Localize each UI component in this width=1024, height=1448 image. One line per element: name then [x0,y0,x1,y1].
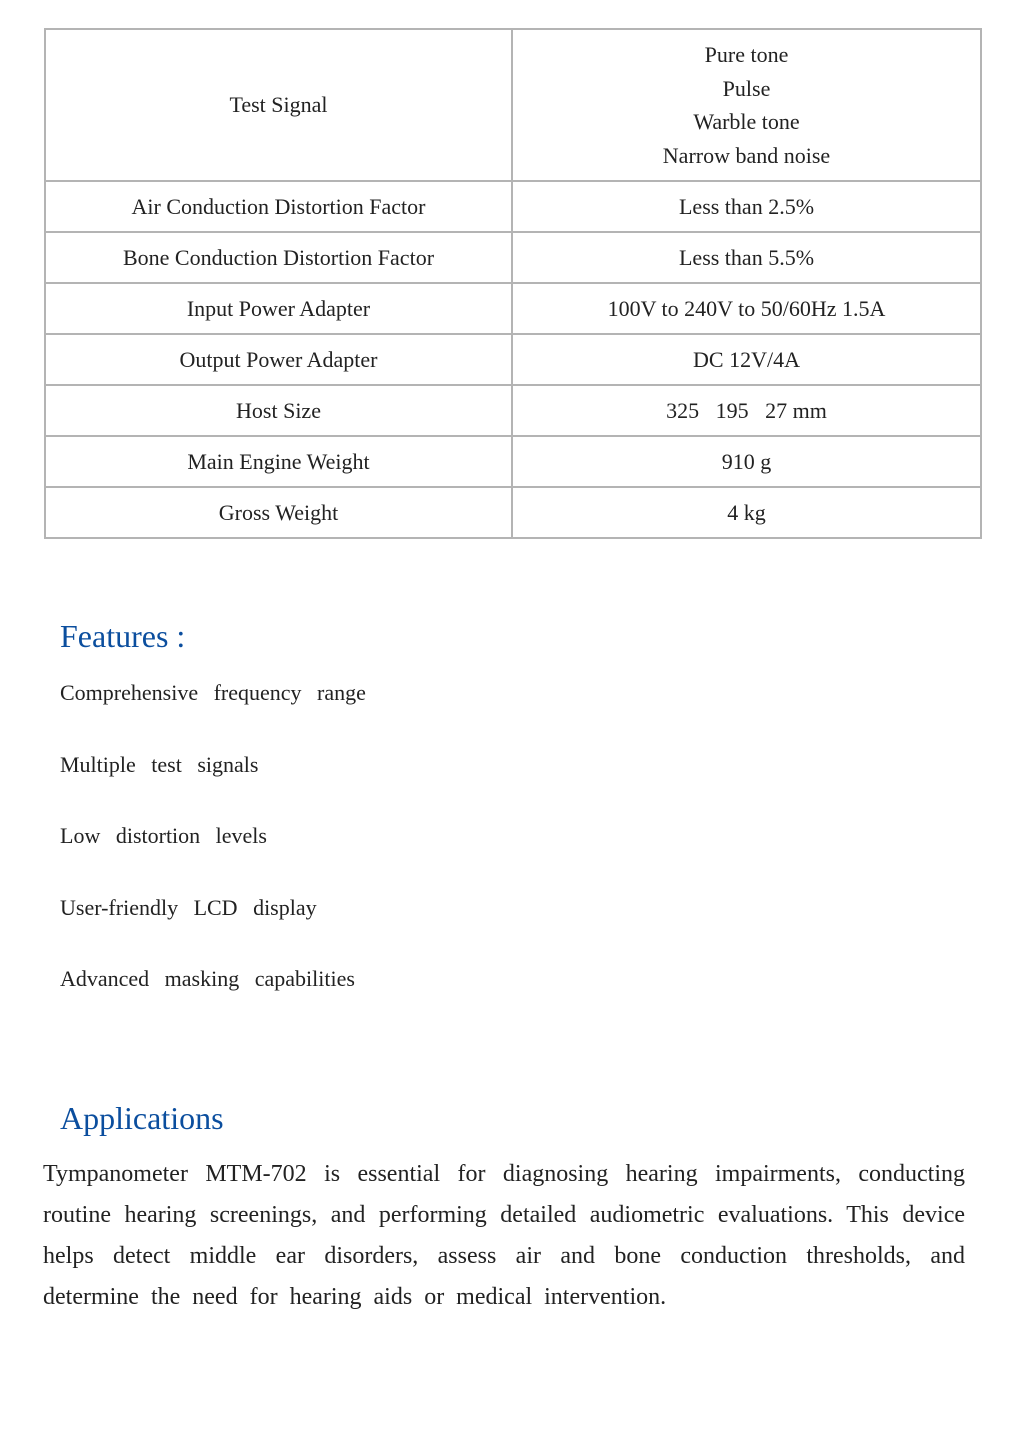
spec-value: 325 195 27 mm [512,385,981,436]
spec-value: Less than 2.5% [512,181,981,232]
table-row [45,436,981,487]
table-row [45,29,981,181]
features-heading: Features : [60,618,186,654]
spec-label: Gross Weight [45,487,512,538]
feature-item: Low distortion levels [60,823,267,848]
spec-value: DC 12V/4A [512,334,981,385]
features-list [60,676,366,1034]
table-row [45,487,981,538]
feature-item: Advanced masking capabilities [60,966,355,991]
table-row [45,334,981,385]
spec-label: Host Size [45,385,512,436]
spec-label: Main Engine Weight [45,436,512,487]
feature-item: Comprehensive frequency range [60,680,366,705]
applications-paragraph: Tympanometer MTM-702 is essential for diagnosing hearing impairments, conducting routine hearing screenings, and performing detailed audiometric evaluations. This device helps detect middle ear disorders, assess air and bone conduction thresholds, and determine the need for hearing aids or medical intervention. [43,1161,965,1310]
feature-item: User-friendly LCD display [60,894,317,920]
table-row [45,385,981,436]
spec-value: 910 g [512,436,981,487]
spec-value: Less than 5.5% [512,232,981,283]
signal-type: Warble tone [693,109,800,134]
spec-label: Air Conduction Distortion Factor [45,181,512,232]
spec-label: Output Power Adapter [45,334,512,385]
spec-value: 100V to 240V to 50/60Hz 1.5A [512,283,981,334]
signal-type: Pure tone [704,42,789,67]
feature-item: Multiple test signals [60,751,259,777]
table-row [45,232,981,283]
spec-label: Bone Conduction Distortion Factor [45,232,512,283]
applications-heading: Applications [60,1100,224,1136]
table-row [45,181,981,232]
spec-value [512,29,981,181]
signal-type: Pulse [722,75,771,101]
signal-type: Narrow band noise [662,142,831,168]
specifications-table [44,28,982,539]
spec-value: 4 kg [512,487,981,538]
spec-label: Input Power Adapter [45,283,512,334]
table-row [45,283,981,334]
spec-label: Test Signal [45,29,512,181]
